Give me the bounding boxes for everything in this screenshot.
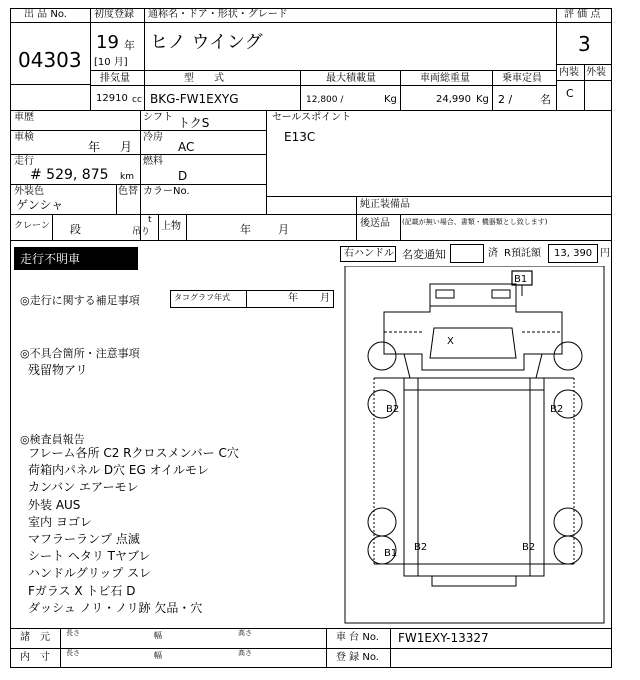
fuel-label: 燃料 <box>143 156 163 167</box>
interior-grade-label: 内装 <box>559 67 579 78</box>
dims-length-label: 長さ <box>66 629 80 637</box>
max-load-label: 最大積載量 <box>326 73 376 84</box>
displacement-value: 12910 <box>96 93 128 104</box>
cab-top-vent-right <box>492 290 510 298</box>
inspection-year: 年 <box>88 140 101 154</box>
name-change-box <box>450 244 484 263</box>
capacity-value: 2 / <box>498 93 513 106</box>
history-label: 車歴 <box>14 112 34 123</box>
damage-mark-b1-bottom: B1 <box>384 548 398 559</box>
rear-bumper <box>432 576 516 586</box>
recycle-fee-value: 13, 390 <box>554 248 593 259</box>
model-name: ヒノ ウイング <box>150 32 263 53</box>
inspector-report-line: 外装 AUS <box>28 497 81 512</box>
year-unit: 年 <box>124 39 135 52</box>
crane-ton: t <box>148 215 152 225</box>
damage-mark-b1-top: B1 <box>514 274 528 285</box>
grade-value: 3 <box>578 32 591 56</box>
mileage-unit: km <box>120 172 134 182</box>
running-notes-title: ◎走行に関する補足事項 <box>20 294 140 307</box>
registration-month: [10 月] <box>94 57 128 68</box>
sales-point-value: E13C <box>284 130 316 144</box>
capacity-label: 乗車定員 <box>502 73 542 84</box>
not-runnable-banner: 走行不明車 <box>14 247 138 270</box>
cab-roof <box>430 284 516 306</box>
damage-mark-b2-left: B2 <box>386 404 400 415</box>
tachograph-label: タコグラフ年式 <box>174 293 230 302</box>
cab-outline <box>384 306 562 370</box>
fuel-value: D <box>178 169 188 183</box>
crane-hang: 吊り <box>132 227 151 237</box>
damage-mark-x: X <box>447 336 454 347</box>
displacement-label: 排気量 <box>100 73 130 84</box>
inspector-report-line: 荷箱内パネル D穴 EG オイルモレ <box>28 463 209 478</box>
crane-label: クレーン <box>14 221 50 231</box>
car-name-label: 通称名・ドア・形状・グレード <box>148 9 288 20</box>
shift-value: トクS <box>178 116 210 130</box>
chassis-number-value: FW1EXY-13327 <box>398 631 489 645</box>
first-registration-label: 初度登録 <box>94 9 134 20</box>
rear-right-wheel-2 <box>554 508 582 536</box>
gross-weight-value: 24,990 <box>436 94 471 105</box>
lot-number-value: 04303 <box>18 48 82 72</box>
gross-weight-unit: Kg <box>476 94 489 105</box>
displacement-unit: cc <box>132 95 142 105</box>
defects-title: ◎不具合箇所・注意事項 <box>20 347 140 360</box>
front-left-wheel <box>368 342 396 370</box>
damage-mark-b2-right: B2 <box>550 404 564 415</box>
exterior-color-value: ゲンシャ <box>16 198 64 212</box>
damage-mark-b2-lower-left: B2 <box>414 542 428 553</box>
recycle-fee-label: R預託額 <box>504 248 541 259</box>
dims-label: 諸 元 <box>20 632 50 643</box>
lot-number-label: 出 品 No. <box>24 9 67 20</box>
chassis-number-label: 車 台 No. <box>336 632 379 643</box>
color-number-label: カラーNo. <box>143 186 190 197</box>
truck-damage-diagram <box>344 266 606 624</box>
damage-mark-b2-lower-right: B2 <box>522 542 536 553</box>
inspector-report-line: Fガラス X トビ石 D <box>28 583 136 598</box>
windshield <box>430 328 516 358</box>
body-year: 年 <box>240 223 251 236</box>
inspector-report-line: マフラーランプ 点滅 <box>28 532 140 546</box>
inspection-label: 車検 <box>14 132 34 143</box>
body-month: 月 <box>278 223 289 236</box>
inspector-report-line: カンバン エアーモレ <box>28 480 139 495</box>
exterior-grade-label: 外装 <box>586 67 606 78</box>
max-load-value: 12,800 / <box>306 95 344 105</box>
gross-weight-label: 車両総重量 <box>420 73 470 84</box>
registration-number-label: 登 録 No. <box>336 652 379 663</box>
exterior-color-label: 外装色 <box>14 186 44 197</box>
mileage-label: 走行 <box>14 156 34 167</box>
rear-left-wheel-2 <box>368 508 396 536</box>
recycle-paid-label: 済 <box>488 248 498 259</box>
shift-label: シフト <box>143 112 173 123</box>
interior-width-label: 幅 <box>154 651 162 660</box>
max-load-unit: Kg <box>384 94 397 105</box>
color-change-label: 色替 <box>118 186 138 197</box>
grade-label: 評 価 点 <box>564 9 601 20</box>
inspector-report-line: 室内 ヨゴレ <box>28 514 92 529</box>
interior-dims-label: 内 寸 <box>20 652 50 663</box>
crane-step: 段 <box>70 223 81 236</box>
capacity-unit: 名 <box>540 93 551 106</box>
sales-point-label: セールスポイント <box>272 112 352 123</box>
interior-length-label: 長さ <box>66 649 80 657</box>
cab-top-vent <box>436 290 454 298</box>
body-label: 上物 <box>161 221 181 232</box>
aftermarket-label: 後送品 <box>360 218 390 229</box>
inspector-report-line: シート ヘタリ Tヤブレ <box>28 549 151 564</box>
aircon-value: AC <box>178 140 195 154</box>
inspector-report-line: ハンドルグリップ スレ <box>28 566 152 581</box>
inspector-report-line: フレーム各所 C2 Rクロスメンバー C穴 <box>28 446 239 460</box>
front-right-wheel <box>554 342 582 370</box>
interior-height-label: 高さ <box>238 649 252 657</box>
equipment-label: 純正装備品 <box>360 199 410 210</box>
registration-year: 19 <box>96 32 119 53</box>
defects-value: 残留物アリ <box>28 363 88 377</box>
inspector-title: ◎検査員報告 <box>20 433 85 446</box>
inspector-report-line: ダッシュ ノリ・ノリ跡 欠品・穴 <box>28 600 203 615</box>
aircon-label: 冷房 <box>143 132 163 143</box>
recycle-fee-unit: 円 <box>600 248 610 259</box>
tachograph-year: 年 <box>288 293 298 304</box>
mileage-value: # 529, 875 <box>30 167 109 183</box>
name-change-label: 名変通知 <box>402 248 446 261</box>
interior-grade-value: C <box>566 87 574 100</box>
model-code-label: 型 式 <box>184 73 224 84</box>
inspection-month: 月 <box>120 140 133 154</box>
model-code-value: BKG-FW1EXYG <box>150 92 239 106</box>
rear-right-wheel-3 <box>554 536 582 564</box>
dims-width-label: 幅 <box>154 631 162 640</box>
right-hand-label: 右ハンドル <box>344 248 394 259</box>
aftermarket-note: (記載が無い場合、書類・機器類とし致します) <box>402 218 548 226</box>
dims-height-label: 高さ <box>238 629 252 637</box>
tachograph-month: 月 <box>320 293 330 304</box>
